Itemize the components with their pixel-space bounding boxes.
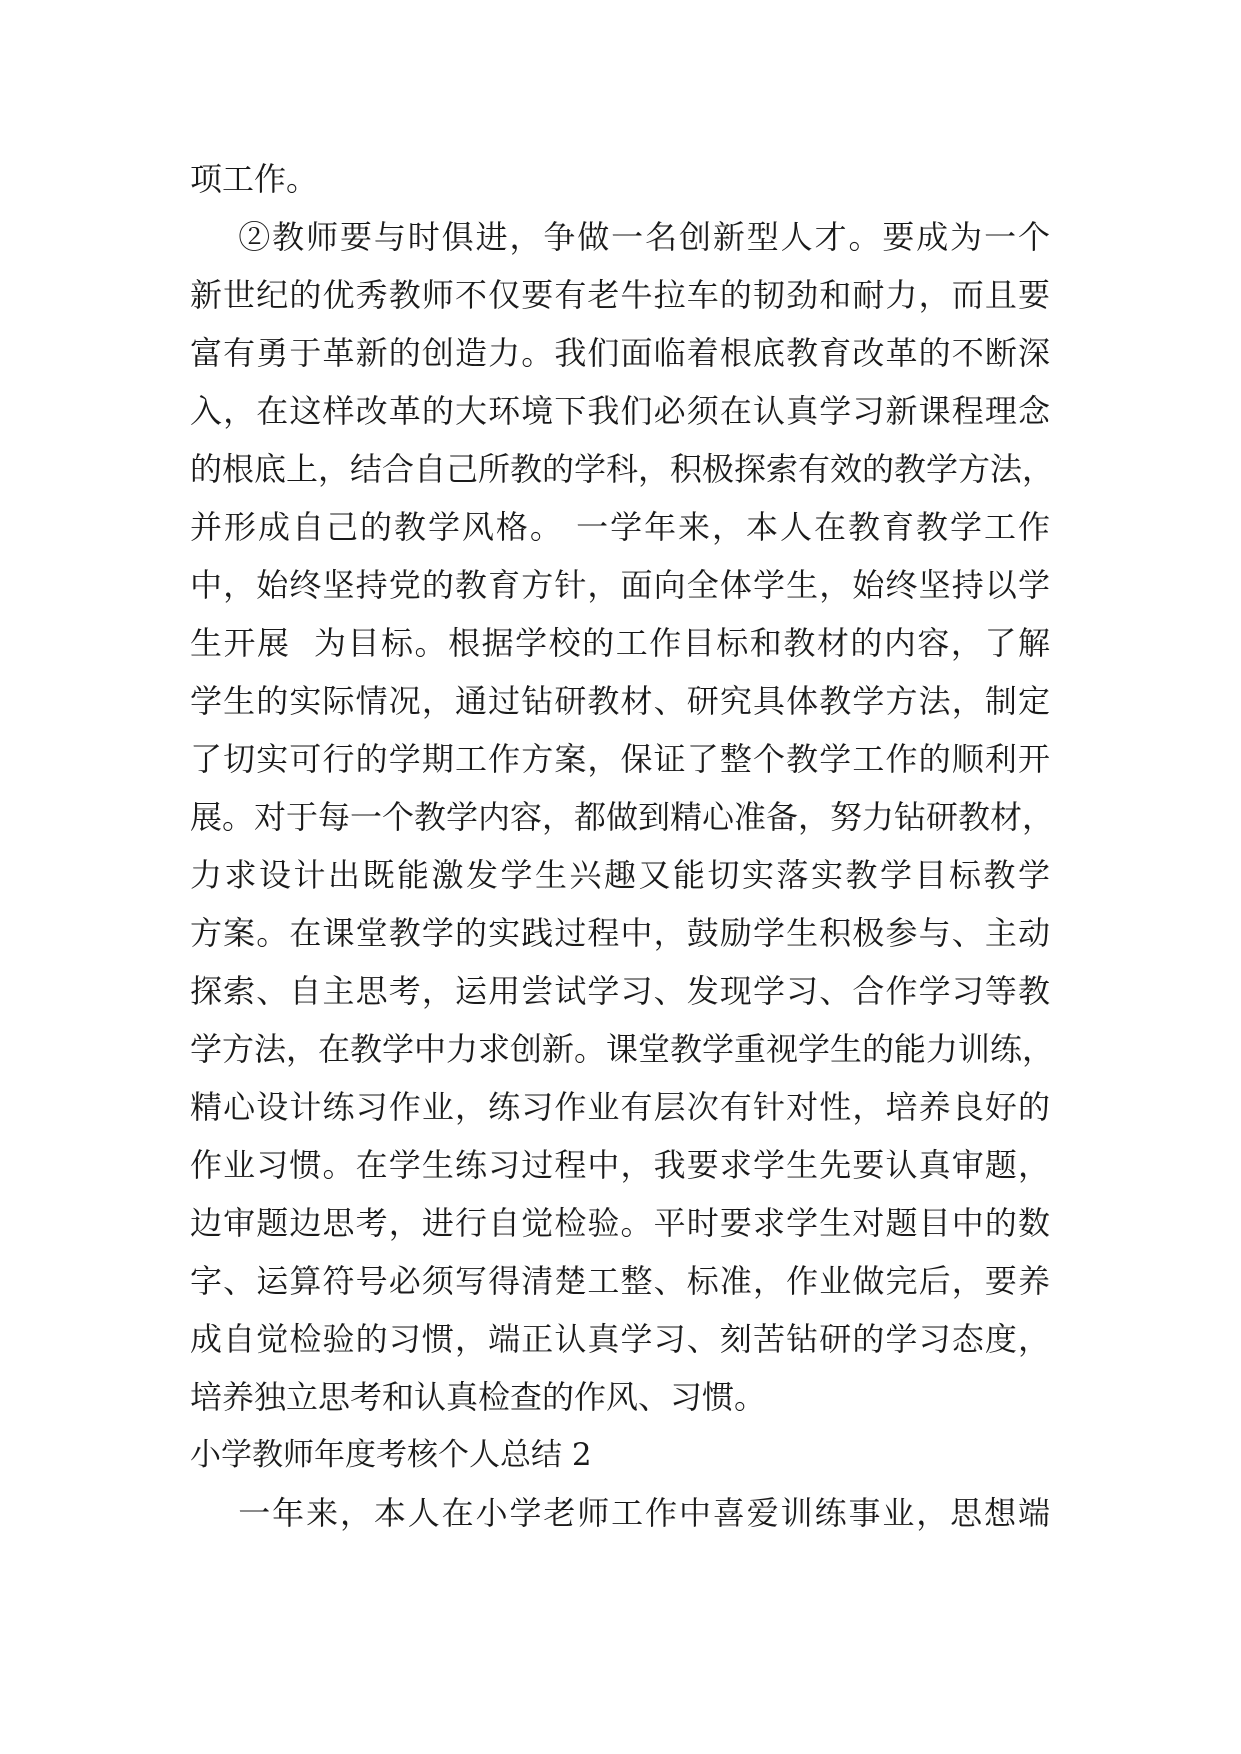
text-line-12: 展。对于每一个教学内容，都做到精心准备，努力钻研教材，: [190, 798, 1055, 836]
text-line-22: 培养独立思考和认真检查的作风、习惯。: [190, 1378, 767, 1416]
text-line-14: 方案。在课堂教学的实践过程中，鼓励学生积极参与、主动: [190, 914, 1050, 952]
text-line-6: 的根底上，结合自己所教的学科，积极探索有效的教学方法，: [190, 450, 1055, 488]
text-line-5: 入，在这样改革的大环境下我们必须在认真学习新课程理念: [190, 392, 1050, 430]
text-line-16: 学方法，在教学中力求创新。课堂教学重视学生的能力训练，: [190, 1030, 1055, 1068]
text-line-24: 一年来，本人在小学老师工作中喜爱训练事业，思想端: [190, 1494, 1050, 1532]
text-line-2: ②教师要与时俱进，争做一名创新型人才。要成为一个: [190, 218, 1050, 256]
text-line-1: 项工作。: [190, 160, 319, 198]
text-line-13: 力求设计出既能激发学生兴趣又能切实落实教学目标教学: [190, 856, 1050, 894]
text-line-7: 并形成自己的教学风格。 一学年来，本人在教育教学工作: [190, 508, 1050, 546]
text-line-3: 新世纪的优秀教师不仅要有老牛拉车的韧劲和耐力，而且要: [190, 276, 1050, 314]
text-line-9: 生开展 为目标。根据学校的工作目标和教材的内容，了解: [190, 624, 1050, 662]
text-line-17: 精心设计练习作业，练习作业有层次有针对性，培养良好的: [190, 1088, 1050, 1126]
text-line-11: 了切实可行的学期工作方案，保证了整个教学工作的顺利开: [190, 740, 1050, 778]
text-line-8: 中，始终坚持党的教育方针，面向全体学生，始终坚持以学: [190, 566, 1050, 604]
text-line-21: 成自觉检验的习惯，端正认真学习、刻苦钻研的学习态度，: [190, 1320, 1050, 1358]
text-line-20: 字、运算符号必须写得清楚工整、标准，作业做完后，要养: [190, 1262, 1050, 1300]
document-page: [190, 150, 1055, 1542]
text-line-10: 学生的实际情况，通过钻研教材、研究具体教学方法，制定: [190, 682, 1050, 720]
text-line-18: 作业习惯。在学生练习过程中，我要求学生先要认真审题，: [190, 1146, 1050, 1184]
text-line-15: 探索、自主思考，运用尝试学习、发现学习、合作学习等教: [190, 972, 1050, 1010]
text-line-4: 富有勇于革新的创造力。我们面临着根底教育改革的不断深: [190, 334, 1050, 372]
text-line-19: 边审题边思考，进行自觉检验。平时要求学生对题目中的数: [190, 1204, 1050, 1242]
section-heading: 小学教师年度考核个人总结 2: [190, 1437, 592, 1473]
